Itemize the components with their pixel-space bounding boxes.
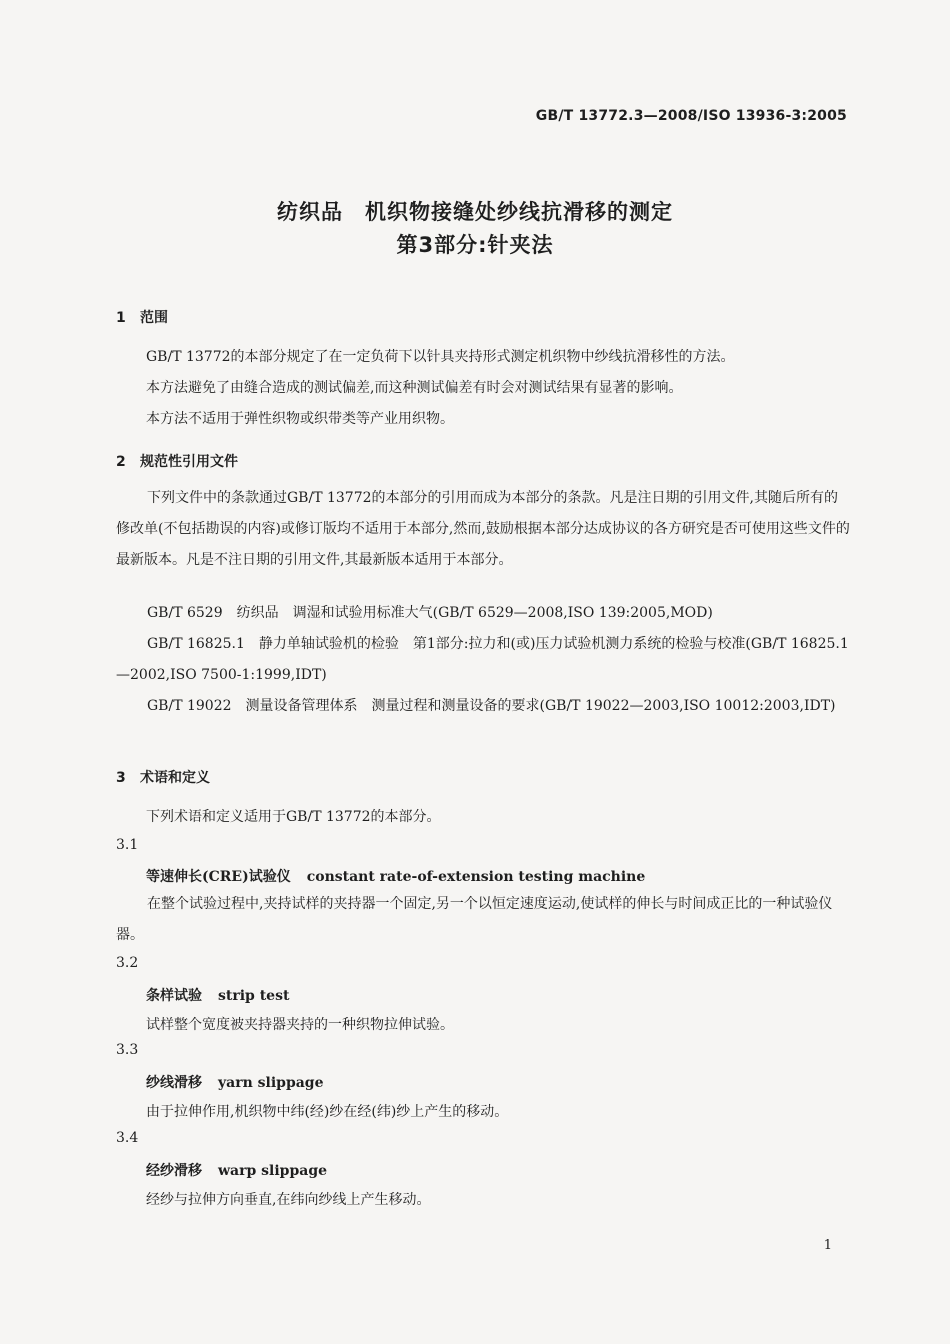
section-number: 1	[116, 310, 126, 326]
reference-entry: GB/T 16825.1 静力单轴试验机的检验 第1部分:拉力和(或)压力试验机测力系统的检验与校准(GB/T 16825.1—2002,ISO 7500-1:1999,IDT)	[116, 636, 849, 683]
standard-code-header: GB/T 13772.3—2008/ISO 13936-3:2005	[535, 108, 847, 124]
term-number: 3.3	[116, 1042, 139, 1058]
term-definition: 在整个试验过程中,夹持试样的夹持器一个固定,另一个以恒定速度运动,使试样的伸长与时间成正比的一种试验仪器。	[116, 896, 833, 943]
term-definition: 经纱与拉伸方向垂直,在纬向纱线上产生移动。	[146, 1192, 431, 1208]
page-number: 1	[823, 1238, 832, 1253]
term-definition: 试样整个宽度被夹持器夹持的一种织物拉伸试验。	[146, 1017, 454, 1033]
section-number: 3	[116, 770, 126, 786]
reference-entry: GB/T 6529 纺织品 调湿和试验用标准大气(GB/T 6529—2008,ISO 139:2005,MOD)	[147, 605, 713, 621]
term-number: 3.4	[116, 1130, 139, 1146]
section-title: 规范性引用文件	[140, 454, 238, 470]
document-subtitle: 第3部分:针夹法	[396, 233, 554, 257]
term-zh: 纱线滑移	[146, 1075, 202, 1091]
section-title: 范围	[140, 310, 168, 326]
term-zh: 经纱滑移	[146, 1163, 202, 1179]
term-zh: 等速伸长(CRE)试验仪	[146, 869, 291, 885]
terms-intro: 下列术语和定义适用于GB/T 13772的本部分。	[146, 809, 441, 825]
term-heading	[146, 866, 645, 886]
scope-line: 本方法避免了由缝合造成的测试偏差,而这种测试偏差有时会对测试结果有显著的影响。	[146, 380, 683, 396]
term-definition: 由于拉伸作用,机织物中纬(经)纱在经(纬)纱上产生的移动。	[146, 1104, 509, 1120]
term-en: constant rate-of-extension testing machine	[306, 869, 646, 885]
term-heading	[146, 1160, 327, 1180]
scope-line: GB/T 13772的本部分规定了在一定负荷下以针具夹持形式测定机织物中纱线抗滑移性的方法。	[146, 349, 735, 365]
scope-line: 本方法不适用于弹性织物或织带类等产业用织物。	[146, 411, 454, 427]
term-en: strip test	[218, 988, 290, 1004]
section-number: 2	[116, 454, 126, 470]
section-1-heading	[116, 307, 168, 327]
document-title: 纺织品 机织物接缝处纱线抗滑移的测定	[277, 200, 673, 224]
section-3-heading	[116, 767, 210, 787]
term-en: warp slippage	[218, 1163, 328, 1179]
term-heading	[146, 985, 289, 1005]
term-number: 3.2	[116, 955, 139, 971]
term-number: 3.1	[116, 837, 139, 853]
term-zh: 条样试验	[146, 988, 202, 1004]
normative-references-intro: 下列文件中的条款通过GB/T 13772的本部分的引用而成为本部分的条款。凡是注日期的引用文件,其随后所有的修改单(不包括勘误的内容)或修订版均不适用于本部分,然而,鼓励根据本部分达成协议的各方研究是否可使用这些文件的最新版本。凡是不注日期的引用文件,其最新版本适用于本部分。	[116, 490, 850, 568]
section-title: 术语和定义	[140, 770, 210, 786]
term-en: yarn slippage	[218, 1075, 324, 1091]
reference-entry: GB/T 19022 测量设备管理体系 测量过程和测量设备的要求(GB/T 19022—2003,ISO 10012:2003,IDT)	[147, 698, 836, 714]
section-2-heading	[116, 451, 238, 471]
term-heading	[146, 1072, 324, 1092]
